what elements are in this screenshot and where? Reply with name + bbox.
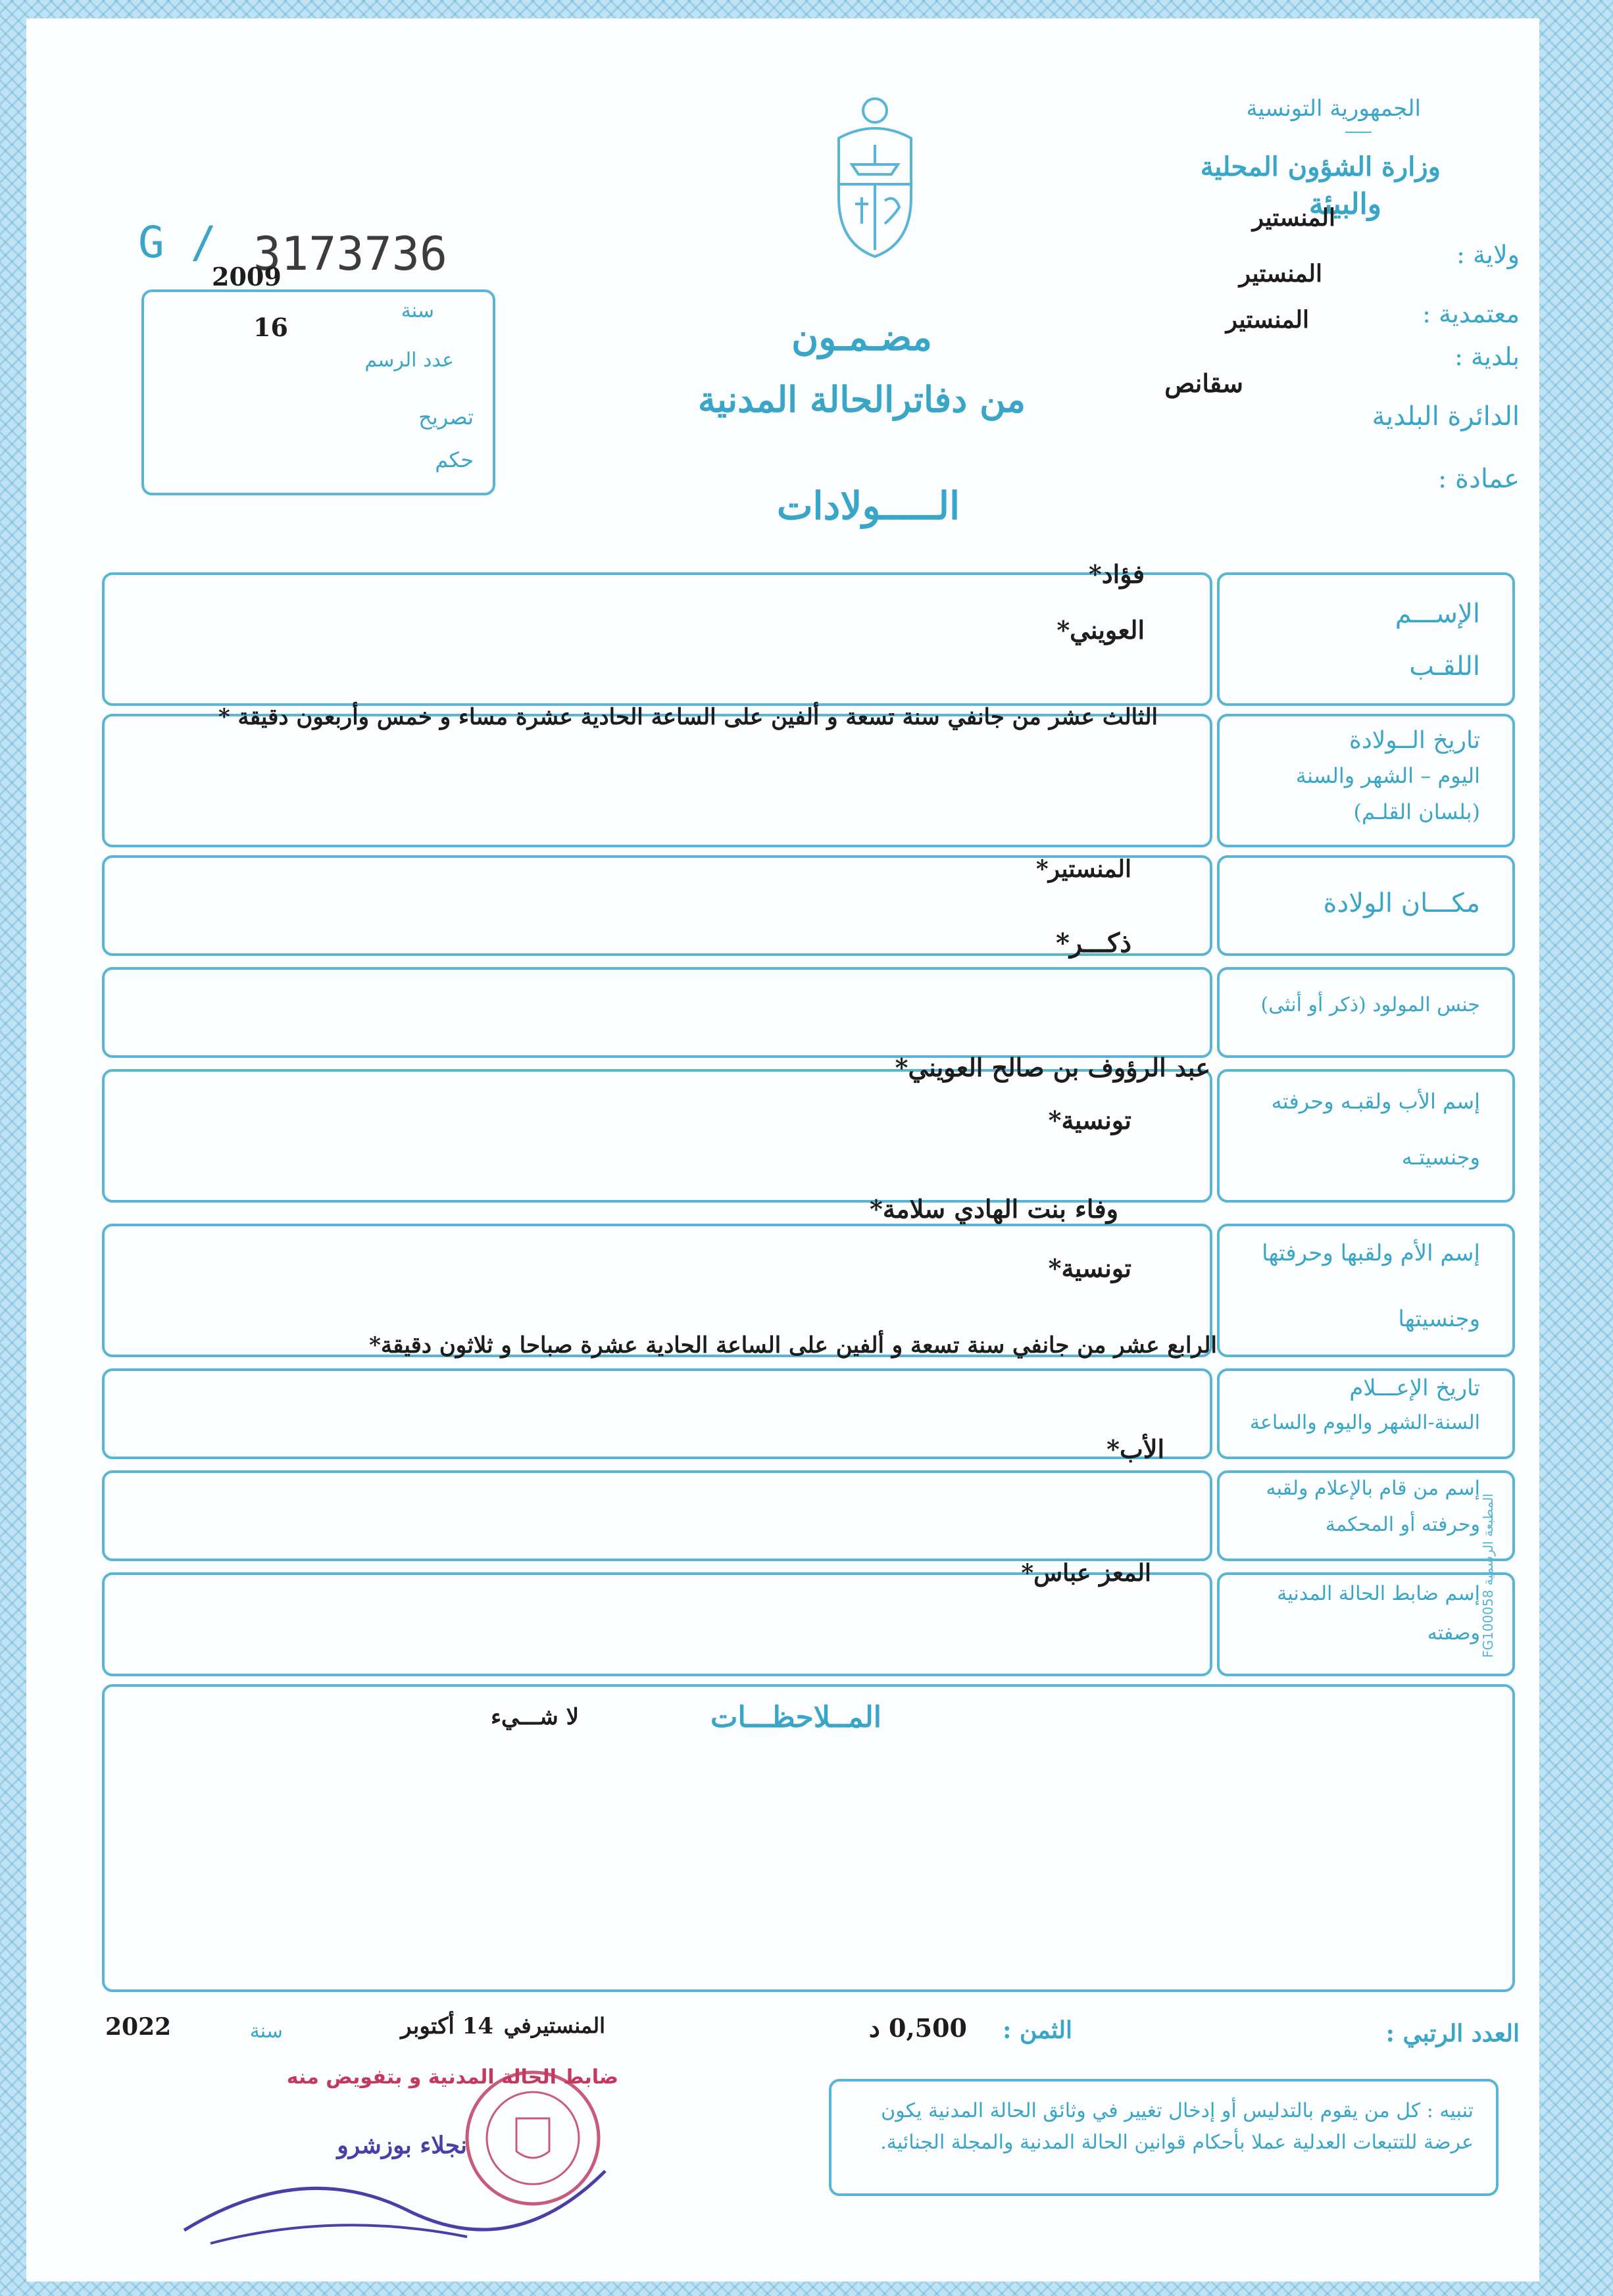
footer-date: 14 أكتوبر xyxy=(401,2013,493,2039)
officer-stamp-text: ضابط الحالة المدنية و بتفويض منه xyxy=(286,2066,618,2089)
field-label-officer-line2: وصفته xyxy=(1427,1622,1480,1645)
field-label-declaration-date-line2: السنة-الشهر واليوم والساعة xyxy=(1249,1411,1480,1434)
footer-year-label: سنة xyxy=(249,2020,283,2043)
registry-declaration-label: تصريح xyxy=(418,405,474,430)
footer-year-value: 2022 xyxy=(105,2013,172,2041)
field-value-declarant: الأب* xyxy=(1106,1434,1164,1464)
field-value-box-declarant xyxy=(102,1470,1212,1561)
ministry-line2: والبيئة xyxy=(1308,187,1381,221)
field-value-first-name: فؤاد* xyxy=(1088,559,1145,589)
registry-number-value: 16 xyxy=(253,312,288,342)
footer-place: المنستيرفي xyxy=(503,2013,605,2038)
field-label-father-line1: إسم الأب ولقبـه وحرفته xyxy=(1271,1089,1480,1114)
field-label-birthdate-line1: تاريخ الــولادة xyxy=(1349,727,1480,754)
republic-label: الجمهورية التونسية xyxy=(1246,95,1421,122)
field-label-father-line2: وجنسيتـه xyxy=(1401,1145,1480,1170)
remarks-label: المــلاحظـــات xyxy=(710,1701,881,1734)
registry-number-label: عدد الرسم xyxy=(364,349,454,372)
registry-year-value: 2009 xyxy=(212,262,282,291)
baladiya-value: المنستير xyxy=(1226,306,1309,334)
signature-name: نجلاء بوزشرو xyxy=(337,2132,467,2159)
mootamadiya-value: المنستير xyxy=(1239,260,1322,287)
field-label-name-line1: الإســـم xyxy=(1395,599,1480,629)
wilaya-value: المنستير xyxy=(1252,204,1335,232)
field-value-box-father xyxy=(102,1069,1212,1203)
serial-label: العدد الرتبي : xyxy=(1385,2020,1520,2047)
field-value-officer: المعز عباس* xyxy=(1021,1559,1151,1587)
field-value-declaration-date: الرابع عشر من جانفي سنة تسعة و ألفين على الساعة الحادية عشرة صباحا و ثلاثون دقيقة* xyxy=(369,1332,1217,1359)
field-label-birthplace: مكـــان الولادة xyxy=(1323,888,1480,918)
wilaya-label: ولاية : xyxy=(1456,240,1520,269)
field-label-birthdate-line2: اليوم – الشهر والسنة xyxy=(1295,763,1480,788)
document-subtitle: من دفاترالحالة المدنية xyxy=(697,378,1026,420)
document-title: مضـمـون xyxy=(791,316,932,359)
section-title: الـــــولادات xyxy=(776,484,960,528)
field-label-officer-line1: إسم ضابط الحالة المدنية xyxy=(1277,1582,1480,1605)
notice-text: تنبيه : كل من يقوم بالتدليس أو إدخال تغيير في وثائق الحالة المدنية يكون عرضة للتتبعات العدلية عملا بأحكام قوانين الحالة المدنية والمجلة الجنائية. xyxy=(880,2099,1474,2154)
remarks-value: لا شـــيء xyxy=(491,1704,579,1730)
field-label-declarant-line2: وحرفته أو المحكمة xyxy=(1325,1513,1480,1536)
price-label: الثمن : xyxy=(1003,2016,1072,2044)
price-value: 0,500 د xyxy=(868,2013,967,2043)
registry-judgment-label: حكم xyxy=(435,447,474,472)
field-value-box-officer xyxy=(102,1572,1212,1676)
signature-icon xyxy=(171,2132,632,2257)
field-label-name-line2: اللقـب xyxy=(1409,651,1480,682)
printer-mark: المطبعة الرسمية FG100058 xyxy=(1480,1493,1496,1658)
coat-of-arms-icon xyxy=(819,92,931,263)
field-value-father: عبد الرؤوف بن صالح العويني* xyxy=(895,1053,1210,1082)
imada-label: عمادة : xyxy=(1437,464,1520,494)
field-value-mother-nationality: تونسية* xyxy=(1048,1253,1131,1283)
serial-number: 3173736 xyxy=(253,227,448,281)
divider xyxy=(1345,132,1372,133)
serial-prefix: G / xyxy=(138,217,217,268)
field-label-declaration-date-line1: تاريخ الإعـــلام xyxy=(1349,1375,1480,1401)
mootamadiya-label: معتمدية : xyxy=(1422,299,1520,328)
field-label-mother-line2: وجنسيتها xyxy=(1398,1306,1480,1332)
baladiya-label: بلدية : xyxy=(1454,342,1520,371)
field-value-father-nationality: تونسية* xyxy=(1048,1105,1131,1135)
field-label-birthdate-line3: (بلسان القلـم) xyxy=(1353,799,1480,824)
daira-value: سقانص xyxy=(1164,368,1243,398)
field-label-box-name xyxy=(1217,572,1515,706)
field-value-last-name: العويني* xyxy=(1056,615,1145,645)
field-value-birthdate: الثالث عشر من جانفي سنة تسعة و ألفين على الساعة الحادية عشرة مساء و خمس وأربعون دقيقة * xyxy=(218,704,1158,730)
field-value-box-sex xyxy=(102,967,1212,1058)
registry-year-label: سنة xyxy=(401,299,434,322)
ministry-line1: وزارة الشؤون المحلية xyxy=(1200,151,1441,182)
daira-label: الدائرة البلدية xyxy=(1372,401,1520,432)
field-value-birthplace: المنستير* xyxy=(1035,855,1131,883)
field-value-box-birthdate xyxy=(102,714,1212,847)
field-label-sex: جنس المولود (ذكر أو أنثى) xyxy=(1260,993,1480,1016)
field-label-declarant-line1: إسم من قام بالإعلام ولقبه xyxy=(1266,1477,1480,1500)
field-value-sex: ذكـــر* xyxy=(1056,928,1131,959)
field-value-mother: وفاء بنت الهادي سلامة* xyxy=(869,1194,1118,1224)
field-label-mother-line1: إسم الأم ولقبها وحرفتها xyxy=(1262,1240,1480,1266)
